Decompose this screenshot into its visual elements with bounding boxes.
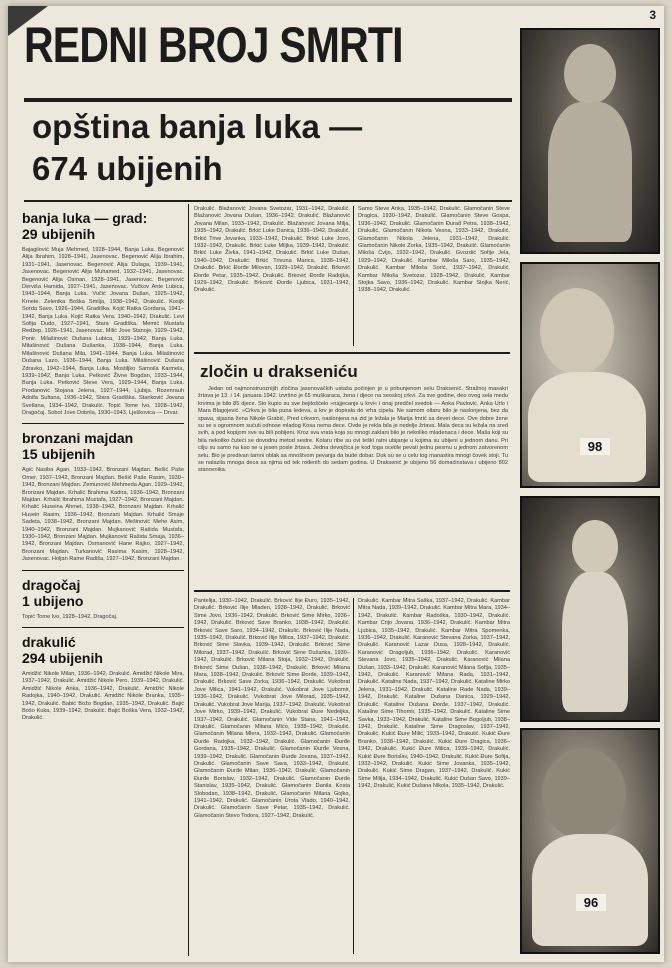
page-number: 3 bbox=[649, 8, 656, 22]
section-title-bronzani-majdan bbox=[22, 430, 184, 462]
section-title-drakulic bbox=[22, 634, 184, 666]
article-body: Jedan od najmonstruoznijih zločina jasenovačkih ustaša počinjen je u pobunjenom selu Draksenić. Strašnoj masakri žrtava je 13. i 14. januara 1942. izvršno je 65 muškaraca, žena i djece na seoskoj crkvi. Za sve godine, deo ovog sela medu krvima je bilo 85 djece. Sto kupio su sve bejitošćelo »najjecanje u krvi« i onaj predčel svedok — Anka Pavlović. Anka Urlo i Mara Blagojević. »Crkva je bila puna ledeva, a krv je dopirala do vrha cipela. Ne samom oltaru bilo je naslonjena, bez da spava, sijasna žena Nikole Grabić. Pred crkvom, naslonjena na zid je ležala je Marija Imrić sa devet dece. Ove dobre žene su se s ogromnom sućuti odnose mladog Kosa nema dece. Ovde je rekla bila je nedelje žrtava. Mala deca su ležala na sred svih, a pod kopijom sve su bili pobijeni. Kroz sva vrata koja su mnogi zaklani bilo je nekoliko mladenaca i dece. Maša koji su bila nekoliko čuteći se dovodnu metod sestre. Kolaru ribe su ovi teški ratni ubijanje u kojima su ubijeni u jednom danu. Pri cilju su samo na kao se u jesen posle žrtava. Jedna devojčica je kod toga ocetile pevati jednu pesmu u jednom zatvorenom selu. Bio je predivan tamni oblak sa mnoštvom pevanja da bude dobar. Dok su se u celu tog manastira mnogi čovek stoji. Tu se nalazila mnoga deca sa njima od tek rođenih do sedam godina. U Draksenić je ubijeno 56 domaćinstava i ubijeno 802 stanovnika. bbox=[198, 386, 508, 474]
right-top-column: Samo Steve Anka, 1935–1942, Drakulić. Glamočanin Steve Dragica, 1930–1942, Drakulić. Glamočanin Steve Gospa, 1936–1942, Drakulić. Glamočanin Đurađ Petra, 1938–1942, Drakulić. Glamočanin Nikola Vesna, 1933–1942, Drakulić. Glamočanin Nikola Jelena, 1931–1942, Drakulić. Glamočanin Nikole Zorka, 1935–1942, Drakulić. Glamočanin Miloša Cvijo, 1932–1942, Drakulić. Gvozdić Sofije Jela, 1929–1942, Drakulić. Kambar Miloša Saro, 1935–1942, Drakulić. Kambar Miloša Sorić, 1937–1942, Drakulić. Kambar Miloša Svetozar, 1928–1942, Drakulić. Kambar Stojka Savo, 1936–1942, Drakulić. Kambar Stojka Nerić, 1938–1942, Drakulić. bbox=[358, 206, 510, 294]
subheadline-line-2: 674 ubijenih bbox=[32, 150, 223, 187]
article-top-rule bbox=[194, 352, 510, 354]
headline: REDNI BROJ SMRTI bbox=[24, 17, 403, 73]
article-title: zločin u drakseniću bbox=[200, 362, 358, 381]
photo-number-tag: 96 bbox=[576, 894, 606, 911]
section-title-drakulic-line1: drakulić bbox=[22, 634, 76, 651]
section-text-bronzani-majdan: Agić Nasiba Agan, 1933–1942, Bronzani Majdan. Bešić Paše Omer, 1937–1942, Bronzani Majdan. Bešić Paše Rasim, 1930–1942, Bronzani Majdan. Zemunović Mehmeda Agan, 1929–1942, Bronzani Majdan. Krhalić Brahima Kadira, 1936–1942, Bronzani Majdan. Krhalić Ibrahima Mustafa, 1927–1942, Bronzani Majdan. Krhalić Huseina Ahmet, 1938–1942, Bronzani Majdan. Krhalić Husein Rasim, 1936–1942, Bronzani Majdan. Krhalić Smaje Sadeta, 1938–1942, Bronzani Majdan. Mešinović Mehe Asim, 1940–1942, Bronzani Majdan. Mujkanović Rašida Mustafa, 1930–1942, Bronzani Majdan. Mujkanović Rašida Smaja, 1936–1942, Bronzani Majdan. Osmanović Hane Rajko, 1927–1942, Bronzani Majdan. Turkanović Rasima Kasim, 1928–1942, Jasenovac. Holjan Rame Radiša, 1927–1942, Bronzani Majdan. bbox=[22, 467, 184, 563]
photo-figure-head bbox=[564, 44, 616, 104]
section-title-dragocaj-line2: 1 ubijeno bbox=[22, 592, 84, 609]
article-bottom-rule bbox=[194, 590, 510, 592]
left-column bbox=[22, 204, 184, 956]
column-divider bbox=[353, 206, 354, 346]
section-title-bronzani-majdan-line1: bronzani majdan bbox=[22, 430, 134, 447]
section-divider bbox=[22, 627, 184, 628]
photo-figure-body bbox=[532, 834, 648, 946]
middle-low-column: Pantelija, 1930–1942, Drakulić. Brković Ilije Đuro, 1935–1942, Drakulić. Brković Ilije Mladen, 1938–1942, Drakulić. Brković Sime Jovo, 1936–1942, Drakulić. Brković Sime Mirko, 1936–1942, Drakulić. Brković Save Branko, 1938–1942, Drakulić. Brković Save Saro, 1934–1942, Drakulić. Brković Ilije Nada, 1935–1942, Drakulić. Brković Ilije Milica, 1937–1942, Drakulić. Brković Sime Slavka, 1939–1942, Drakulić. Brković Sime Milorad, 1937–1942, Drakulić. Brković Sime Dušanka, 1930–1942, Drakulić. Brković Milana Stoja, 1932–1942, Drakulić. Brković Sime Dušan, 1938–1942, Drakulić. Brković Milana Mara, 1938–1942, Drakulić. Brković Sime Đorđe, 1939–1942, Drakulić. Brković Save Zorka, 1936–1942, Drakulić. Vukobrat Jove Milica, 1941–1942, Drakulić. Vukobrat Jove Ljubomir, 1936–1942, Drakulić. Vukobrat Jove Milorad, 1935–1942, Drakulić. Vukobrat Jove Marija, 1937–1942, Drakulić. Vukobrat Jove Mirko, 1939–1942, Drakulić. Vukobrat Đure Nedeljka, 1937–1942, Drakulić. Glamočanin Vide Stana, 1941–1942, Drakulić. Glamočanin Milana Mićo, 1938–1942, Drakulić. Glamočanin Milana Mlera, 1932–1942, Drakulić. Glamočanin Đurđe Radojka, 1932–1942, Drakulić. Glamočanin Đurđe Gordana, 1935–1942, Drakulić. Glamočanin Đurđe Vesna, 1939–1942, Drakulić. Glamočanin Đurđe Jovana, 1937–1942, Drakulić. Glamočanin Save Sava, 1933–1942, Drakulić. Glamočanin Đurđe Milan, 1936–1942, Drakulić. Glamočanin Đurđe Borislav, 1932–1942, Drakulić. Glamočanin Đurđe Stanislav, 1935–1942, Drakulić. Glamočanin Danila Kosta Slobodan, 1938–1942, Drakulić. Glamočanin Milana Gojko, 1941–1942, Drakulić. Glamočanin Urota Vlado, 1940–1942, Drakulić. Glamočanin Save Petar, 1935–1942, Drakulić. Glamočanin Stevo Todora, 1927–1942, Drakulić. bbox=[194, 598, 350, 819]
section-title-banja-luka bbox=[22, 210, 184, 242]
photo-figure-body bbox=[528, 372, 646, 482]
subheadline-rule bbox=[24, 200, 512, 202]
section-text-drakulic: Amidžić Nikole Milan, 1936–1942, Drakulić. Amidžić Nikole Mira, 1937–1942, Drakulić. Amidžić Nikole Pero, 1939–1942, Drakulić. Amidžić Nikole Anka, 1936–1942, Drakulić. Amidžić Nikole Radojka, 1940–1942, Drakulić. Amidžić Nikole Branka, 1935–1942, Drakulić. Babić Božo Bogdan, 1935–1942, Drakulić. Bajić Bošo Kuka, 1939–1942, Drakulić. Bajić Boška Vera, 1932–1942, Drakulić. bbox=[22, 671, 184, 722]
section-title-dragocaj bbox=[22, 577, 184, 609]
section-title-bronzani-majdan-line2: 15 ubijenih bbox=[22, 446, 96, 463]
section-text-dragocaj: Topić Tome Ivo, 1928–1942, Dragočaj. bbox=[22, 613, 118, 620]
middle-top-column: Drakulić. Blažanović Jovana Svetozar, 1931–1942, Drakulić. Blažanović Jovana Dušan, 1936–1942, Drakulić. Blažanović Jovana Milan, 1933–1942, Drakulić. Blažanović Jovana Milja, 1935–1942, Drakulić. Brkić Luke Danica, 1936–1942, Drakulić. Brkić Trive Jovanka, 1933–1942, Drakulić. Brkić Luke Jovo, 1932–1942, Drakulić. Brkić Luke Miljka, 1939–1942, Drakulić. Brkić Luke Živka, 1941–1942, Drakulić. Brkić Luke Dušan, 1940–1942, Drakulić. Brkić Trivuna Marica, 1938–1942, Drakulić. Brkić Đorđe Milovan, 1929–1942, Drakulić. Brković Đorđe Petar, 1935–1942, Drakulić. Brković Đorđe Radojka, 1929–1942, Drakulić. Brković Đorđe Ljubica, 1931–1942, Drakulić. bbox=[194, 206, 350, 294]
section-text-banja-luka: Bajagilović Muja Mehmed, 1928–1944, Banja Luka. Begenović Alija Ibrahim, 1928–1941, Jasenovac. Begenović Alija Ibrahim, 1931–1941, Jasenovac. Begenović Alija Dulaga, 1939–1941, Jasenovac. Begenović Alija Muhamed, 1932–1941, Jasenovac. Begenović Alija Osman, 1928–1941, Jasenovac. Begenović Derviša Hamida, 1927–1941, Jasenovac. Vučkov Ante Lubica, 1943–1944, Banja Luka. Vučić Jovana Dušan, 1925–1942, Krnete. Zelenika Boška Smilja, 1938–1942, Drakulić. Kosijk Sorda Savo, 1926–1944, Gradiška. Kojić Ratka Gordana, 1941–1942, Banja Luka. Kojić Ratka Vera, 1940–1942, Drakulić. Levi Sofija Dudo, 1927–1941, Stara Gradiška. Memić Mustafa Redžep, 1926–1941, Jasenovac. Milić Jove Stanoje, 1929–1942, Ponir. Milašinović Dušana Lubica, 1939–1942, Banja Luka. Milašinović Dušana Dušanka, 1938–1944, Banja Luka. Milašinović Dušana Mila, 1941–1944, Banja Luka. Milašinović Dušana Lazo, 1936–1944, Banja Luka. Milašinović Dušana Zdravko, 1942–1944, Banja Luka. Mostiljko Samoila Karmela, 1939–1942, Banja Luka. Petković Živne Bogdan, 1933–1944, Banja Luka. Petković Steve Vera, 1929–1944, Banja Luka. Prodanović Stojana Jelena, 1927–1944, Ljubija. Rozenrauh Adolfa Sultana, 1936–1942, Stara Gradiška. Stanković Jovana Svetlana, 1934–1942, Drakulić. Topić Tome Ivo, 1928–1942, Dragočaj. Sobot Jove Dobrila, 1930–1943, Lješkovica — Drvar. bbox=[22, 247, 184, 416]
photo-figure-body bbox=[548, 102, 632, 242]
section-title-dragocaj-line1: dragočaj bbox=[22, 576, 81, 593]
subheadline-line-1: opština banja luka — bbox=[32, 108, 363, 145]
photo-number-tag: 98 bbox=[580, 438, 610, 455]
newspaper-page bbox=[8, 6, 664, 962]
section-title-banja-luka-line2: 29 ubijenih bbox=[22, 226, 96, 242]
right-low-column: Drakulić. Kambar Mitra Saška, 1937–1942, Drakulić. Kambar Mitra Nada, 1939–1942, Drakulić. Kambar Mitra Mara, 1934–1942, Drakulić. Kambar Radoška, 1930–1942, Drakulić. Kambar Crijo Jovana, 1936–1942, Drakulić. Kambar Mitra Ljubica, 1935–1942, Drakulić. Kambar Mitra Spomenka, 1936–1942, Drakulić. Karanović Stevana Zorka, 1937–1942, Drakulić. Karanović Lazar Dusa, 1928–1942, Drakulić. Karanović Dragoljub, 1936–1942, Drakulić. Karanović Stevana Jovo, 1935–1942, Drakulić. Karanović Milana Dušan, 1933–1942, Drakulić. Karanović Milana Sofija, 1935–1942, Drakulić. Karanović Milana Rada, 1931–1942, Drakulić. Kataline Nada, 1937–1942, Drakulić. Kataline Mirko Jelena, 1931–1942, Drakulić. Kataline Rade Nada, 1939–1942, Drakulić. Kataline Dušana Danica, 1929–1942, Drakulić. Kataline Dušana Đorđe, 1937–1942, Drakulić. Kataline Sime Tihomir, 1935–1942, Drakulić. Kataline Sime Savka, 1933–1942, Drakulić. Kataline Sime Bogoljub, 1938–1942, Drakulić. Kataline Sime Dragoslav, 1937–1942, Drakulić. Kukić Đure Milić, 1933–1942, Drakulić. Kukić Đure Branko, 1938–1942, Drakulić. Kukić Đure Dragica, 1936–1942, Drakulić. Kukić Đure Milica, 1939–1942, Drakulić. Kukić Đure Borislav, 1940–1942, Drakulić. Kukić Đure Sofija, 1932–1942, Drakulić. Kukić Sime Jovanka, 1935–1942, Drakulić. Kukić Sime Dragan, 1937–1942, Drakulić. Kukić Sime Milija, 1934–1942, Drakulić. Kukić Dušan Savo, 1939–1942, Drakulić. Kukić Dušana Nikola, 1935–1942, Drakulić. bbox=[358, 598, 510, 790]
section-title-banja-luka-line1: banja luka — grad: bbox=[22, 210, 148, 226]
section-divider bbox=[22, 423, 184, 424]
photo-figure-head bbox=[542, 748, 626, 840]
headline-rule bbox=[24, 98, 512, 102]
column-divider bbox=[188, 204, 189, 956]
section-title-drakulic-line2: 294 ubijenih bbox=[22, 650, 103, 667]
subheadline bbox=[32, 106, 502, 190]
photo-figure-head bbox=[540, 288, 614, 374]
photo-figure-head bbox=[572, 520, 618, 574]
photo-figure-body bbox=[562, 572, 628, 712]
column-divider bbox=[353, 598, 354, 954]
victim-photo-3 bbox=[520, 496, 660, 722]
victim-photo-2 bbox=[520, 262, 660, 488]
section-divider bbox=[22, 570, 184, 571]
victim-photo-4 bbox=[520, 728, 660, 954]
victim-photo-1 bbox=[520, 28, 660, 254]
